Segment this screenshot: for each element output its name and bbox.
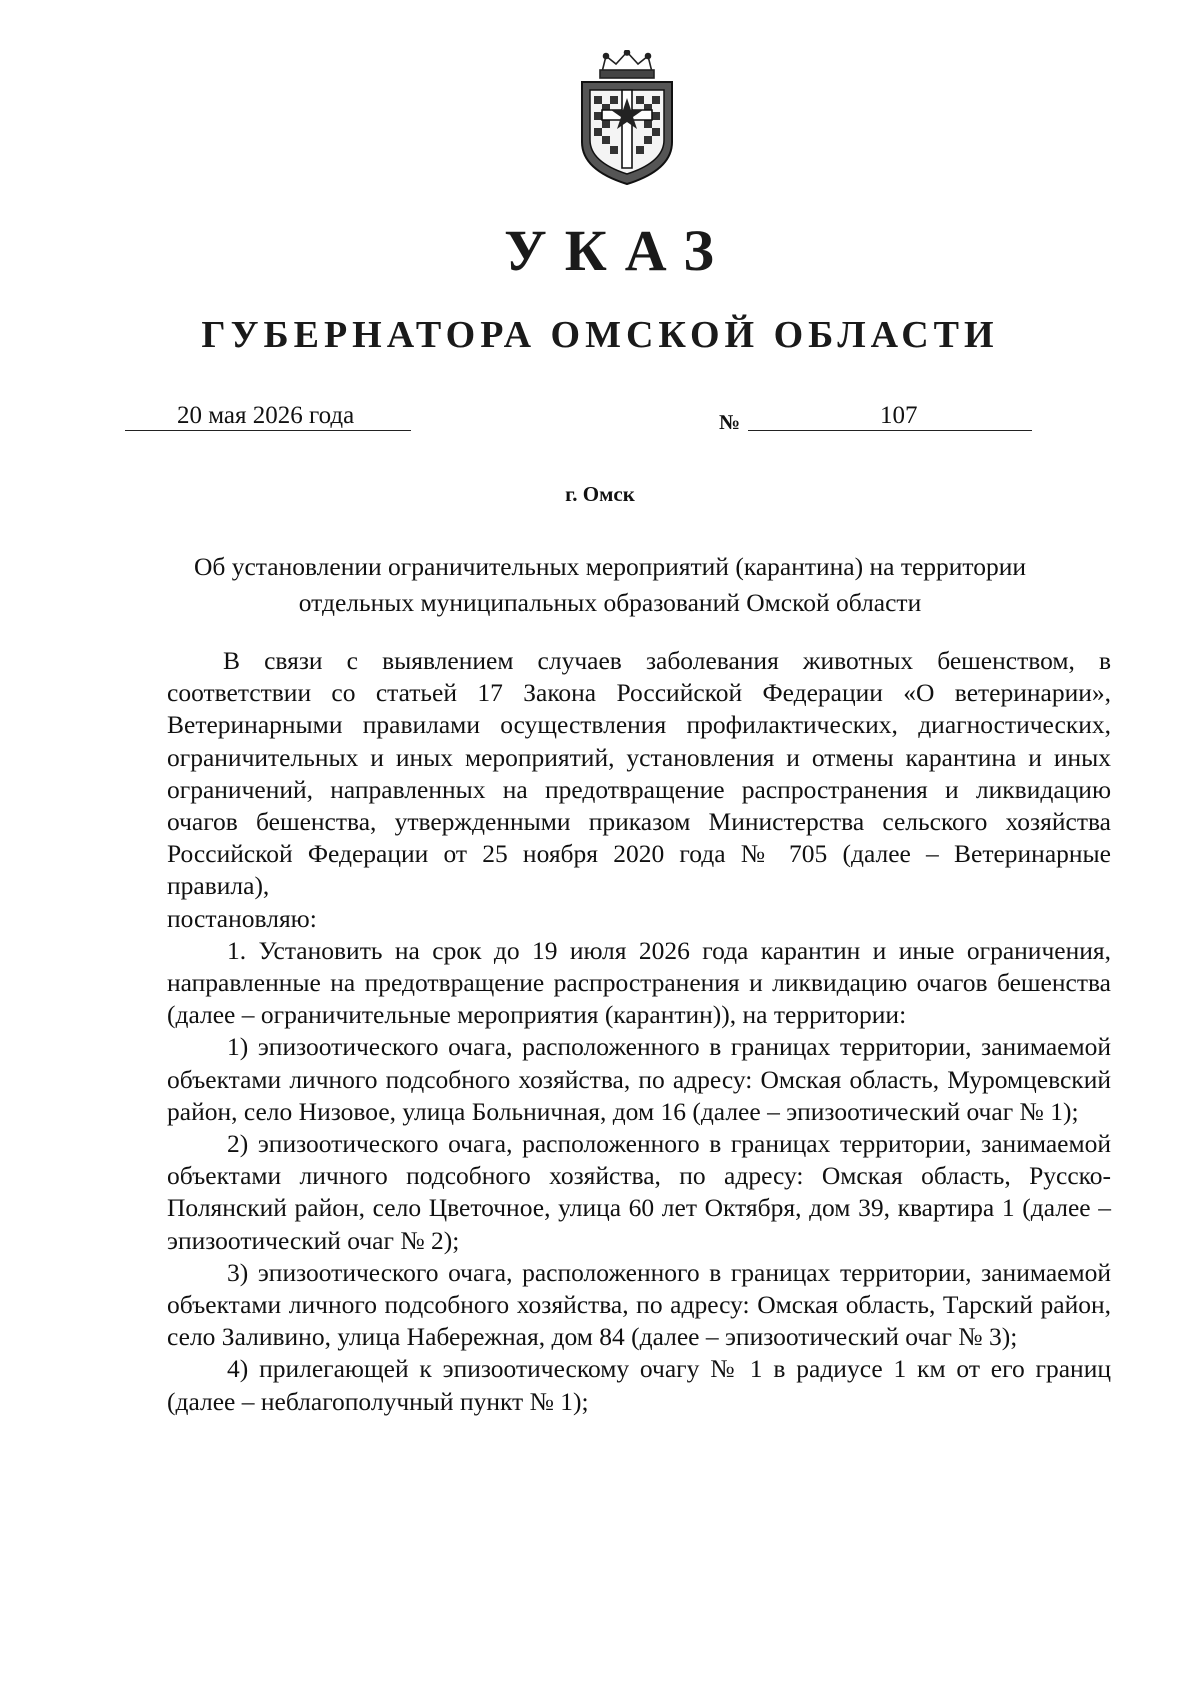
document-number: 107 [880, 402, 918, 429]
number-label: № [719, 410, 741, 434]
document-type-heading: УКАЗ [504, 218, 732, 283]
subitem-1-paragraph: 1) эпизоотического очага, расположенного в границах территории, занимаемой объектами личного подсобного хозяйства, по адресу: Омская область, Муромцевский район, село Низовое, улица Больничная, дом 16 (далее – эпизоотический очаг № 1); [167, 1032, 1111, 1126]
item-1-paragraph: 1. Установить на срок до 19 июля 2026 года карантин и иные ограничения, направленные на предотвращение распространения и ликвидацию очагов бешенства (далее – ограничительные мероприятия (карантин)), на территории: [167, 935, 1111, 1030]
number-underline [748, 430, 1032, 431]
subitem-2-paragraph: 2) эпизоотического очага, расположенного в границах территории, занимаемой объектами личного подсобного хозяйства, по адресу: Омская область, Русско-Полянский район, село Цветочное, улица 60 лет Октября, дом 39, квартира 1 (далее – эпизоотический очаг № 2); [167, 1129, 1111, 1255]
document-date: 20 мая 2026 года [177, 402, 355, 429]
document-body [167, 645, 1111, 1418]
subitem-4-paragraph: 4) прилегающей к эпизоотическому очагу № 1 в радиусе 1 км от его границ (далее – неблагополучный пункт № 1); [167, 1354, 1111, 1416]
issuer-heading: ГУБЕРНАТОРА ОМСКОЙ ОБЛАСТИ [201, 314, 999, 356]
document-title [140, 549, 1080, 621]
preamble-paragraph: В связи с выявлением случаев заболевания животных бешенством, в соответствии со статьей 17 Закона Российской Федерации «О ветеринарии», Ветеринарными правилами осуществления профилактических, диагностических, ограничительных и иных мероприятий, установления и отмены карантина и иных ограничений, направленных на предотвращение распространения и ликвидацию очагов бешенства, утвержденными приказом Министерства сельского хозяйства Российской Федерации от 25 ноября 2020 года № 705 (далее – Ветеринарные правила), [167, 646, 1111, 901]
document-title-line-2: отдельных муниципальных образований Омской области [298, 588, 922, 617]
subitem-3-paragraph: 3) эпизоотического очага, расположенного в границах территории, занимаемой объектами личного подсобного хозяйства, по адресу: Омская область, Тарский район, село Заливино, улица Набережная, дом 84 (далее – эпизоотический очаг № 3); [167, 1257, 1111, 1352]
date-underline [125, 430, 411, 431]
coat-of-arms-emblem [572, 50, 682, 186]
city-label: г. Омск [565, 482, 635, 506]
document-title-line-1: Об установлении ограничительных мероприятий (карантина) на территории [193, 552, 1027, 581]
decree-word: постановляю: [167, 903, 317, 933]
